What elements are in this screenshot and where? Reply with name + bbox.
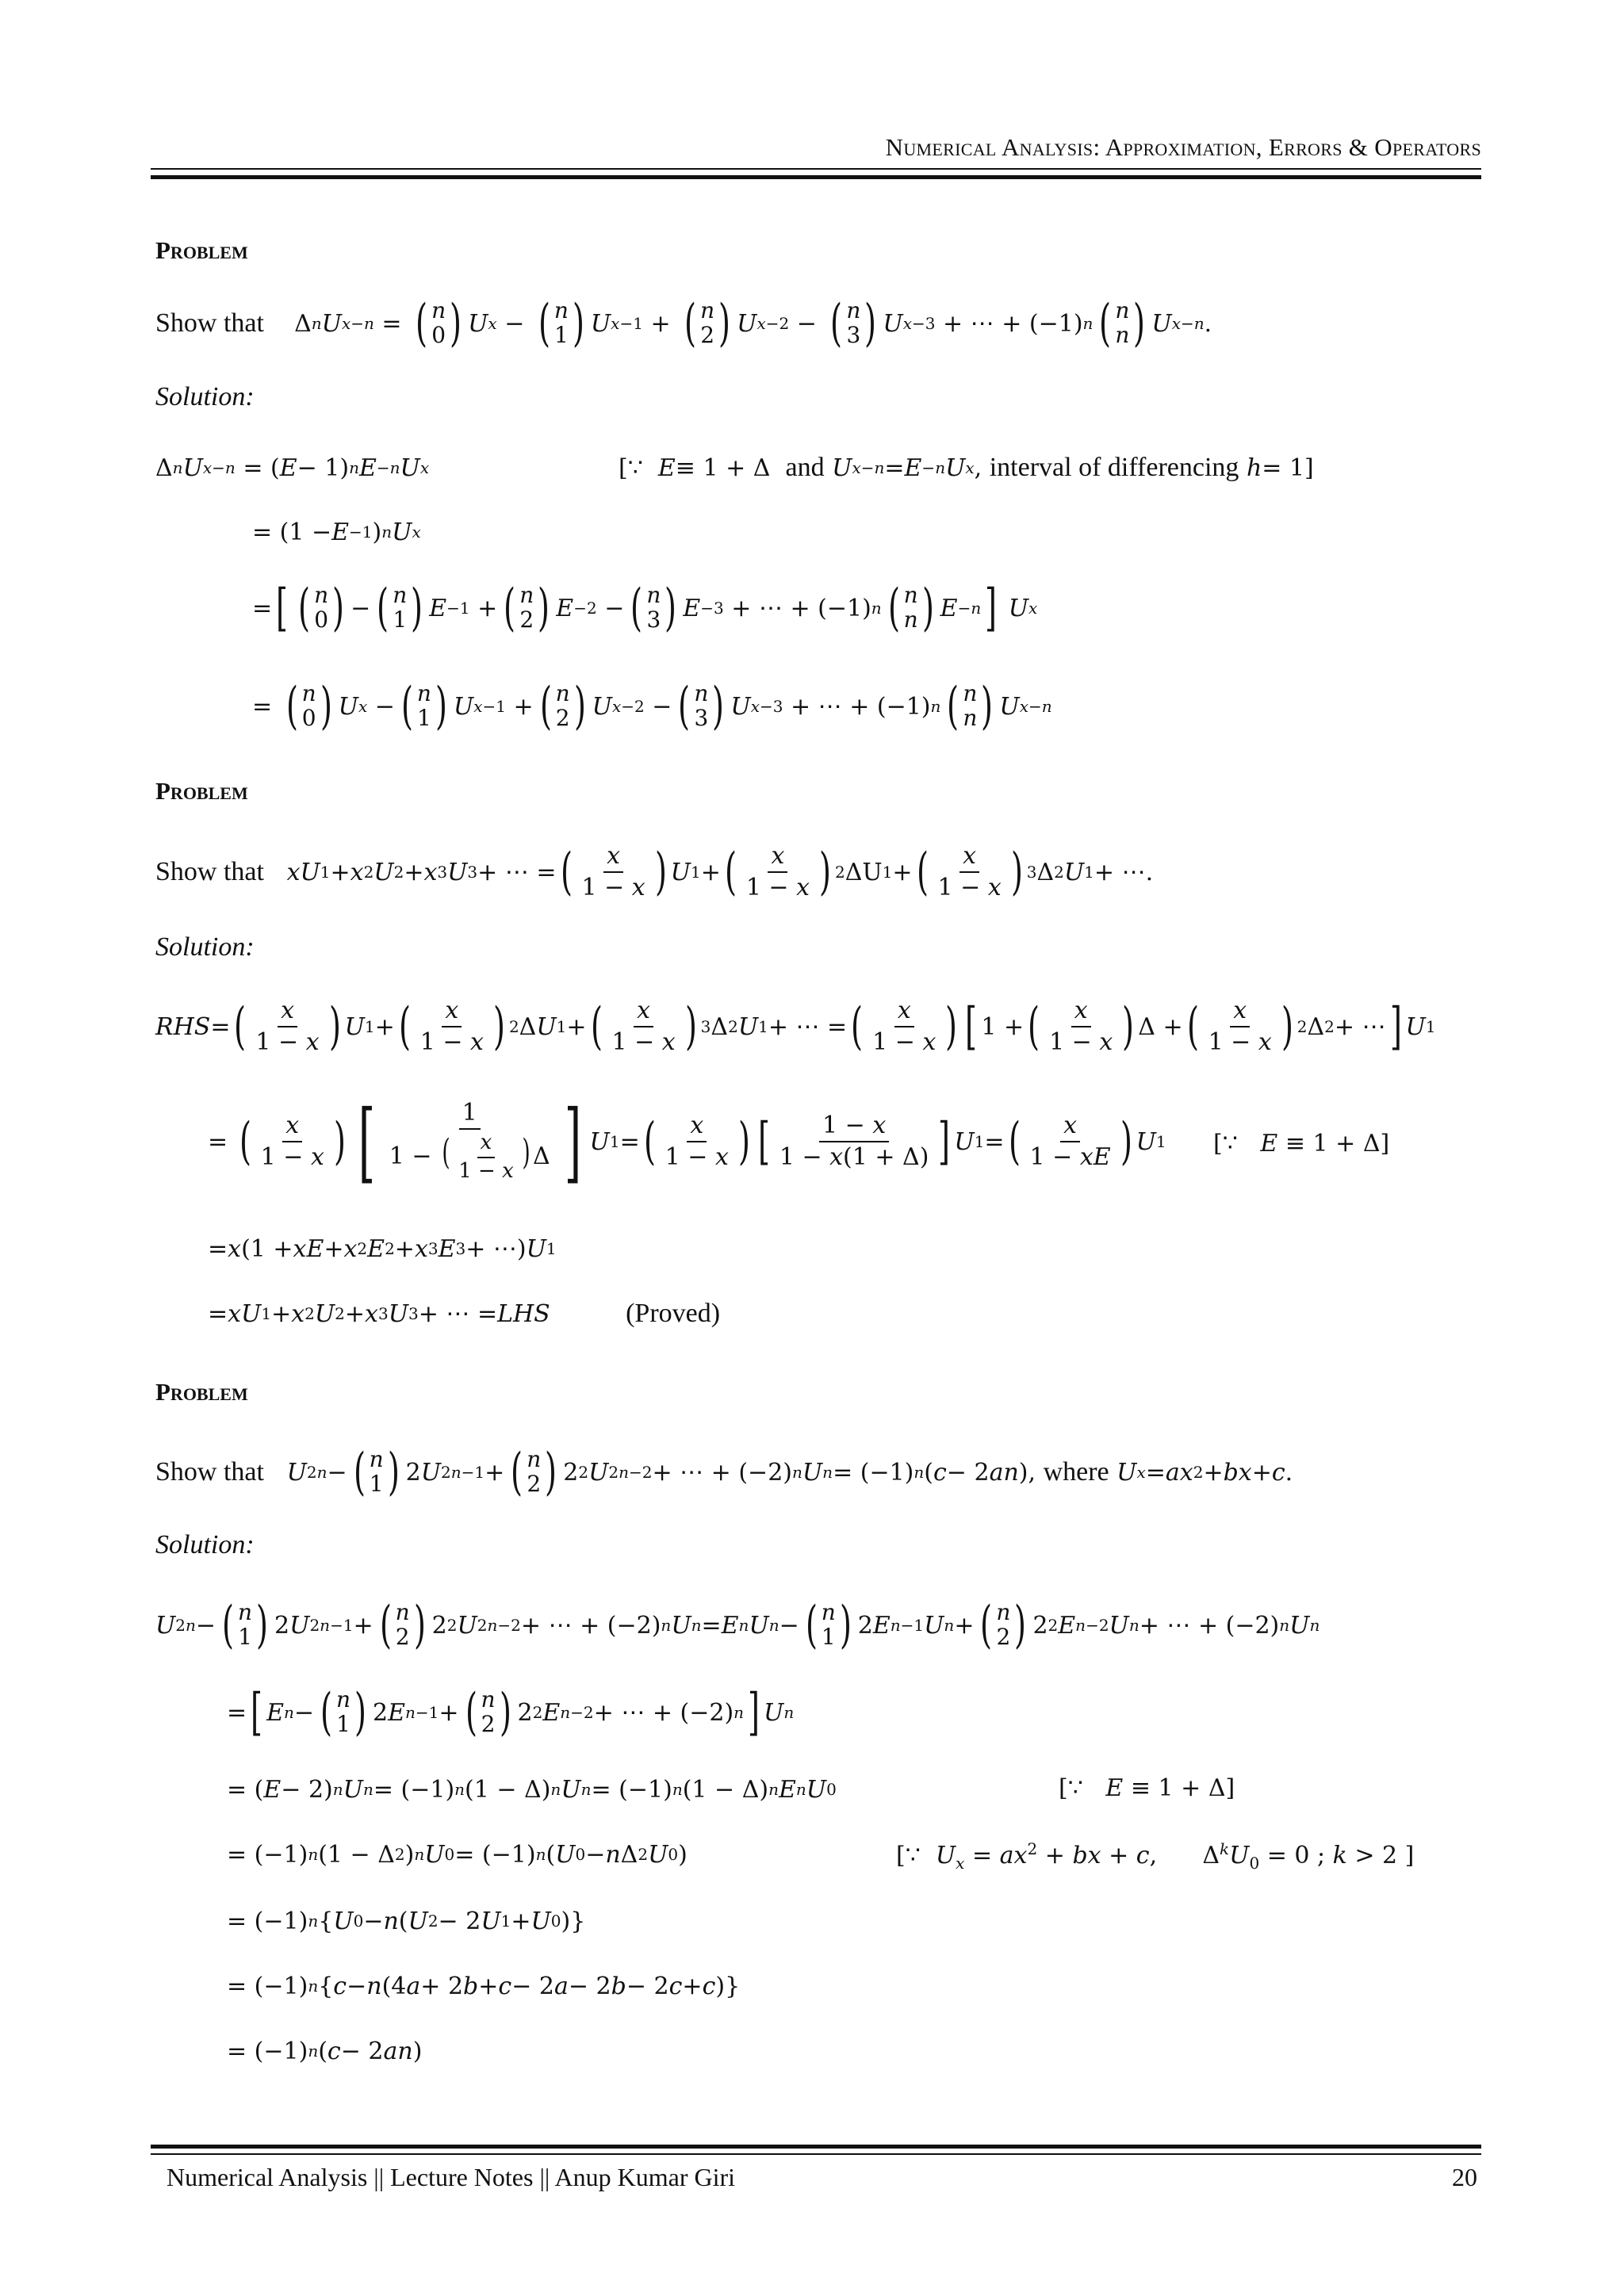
running-header: Numerical Analysis: Approximation, Errors & Operators xyxy=(885,133,1481,161)
p1-note-1: [∵ E ≡ 1 + Δ and U x−n = E −n U x , interval of differencing h = 1] xyxy=(619,453,1314,482)
p2-line-1: RHS = ( $\frac{x}{1 - x}$ ) U 1 + ( $\frac{x}{1 - x}$ ) 2 Δ U 1 + ( $\frac{x}{1 - x}$ ) 3 Δ 2 U 1 + ⋯ = ( $\frac{x}{1 - x}$ ) [ 1 + ( $\frac{x}{1 - x}$ ) Δ + ( $\frac{x}{1 - x}$ ) 2 Δ 2 + ⋯ ] U 1 xyxy=(155,996,1436,1056)
p2-line-2: = ( $\frac{x}{1 - x}$ ) [ 1 1 − ( $\frac{x}{1 - x}$ ) Δ ] U 1 = ( $\frac{x}{1 - x}$ ) [ $\frac{1 - x}{1 - x(1 + \Delta)}$ ] U 1 = ( $\frac{x}{1 - xE}$ ) U 1 xyxy=(208,1091,1166,1192)
problem-3-statement: Show that U 2n − ( n 1 ) 2 U 2n−1 + ( n 2 ) 2 2 U 2n−2 + ⋯ + (−2) n U n = (−1) n ( c − 2 an ), where U x = ax 2 + bx + c . xyxy=(155,1443,1293,1502)
p1-line-1: Δ n U x−n = ( E − 1) n E −n U x xyxy=(155,453,430,482)
p3-line-7: = (−1) n ( c − 2 an ) xyxy=(227,2037,423,2065)
p3-note-2: [∵ $U_x = ax^2$ + bx + c, $\Delta^kU_0 = 0$ ; k > 2 ] xyxy=(896,1839,1415,1873)
problem-2-heading: Problem xyxy=(155,777,248,805)
show-that-label: Show that xyxy=(155,308,264,338)
problem-1-heading: Problem xyxy=(155,236,248,264)
footer-text: Numerical Analysis || Lecture Notes || Anup Kumar Giri xyxy=(167,2163,736,2191)
header-rule-thin xyxy=(151,168,1481,170)
header-rule-thick xyxy=(151,175,1481,179)
p2-line-3: = x (1 + xE + x 2 E 2 + x 3 E 3 + ⋯) U 1 xyxy=(208,1234,557,1263)
problem-2-statement: Show that xU 1 + x 2 U 2 + x 3 U 3 + ⋯ = ( $\frac{x}{1 - x}$ ) U 1 + ( $\frac{x}{1 - x}$ ) 2 ΔU 1 + ( $\frac{x}{1 - x}$ ) 3 Δ 2 U 1 + ⋯. xyxy=(155,841,1154,901)
p3-line-1: U 2n − ( n 1 ) 2 U 2n−1 + ( n 2 ) 2 2 U 2n−2 + ⋯ + (−2) n U n = E n U n − ( n 1 ) 2 E n−1 U n + ( n 2 ) 2 2 E n−2 U n + ⋯ + (−2) n U n xyxy=(155,1596,1320,1655)
footer-rule-thick xyxy=(151,2145,1481,2149)
p3-note-1: [∵ E ≡ 1 + Δ] xyxy=(1059,1774,1235,1802)
page-number: 20 xyxy=(1452,2163,1477,2191)
interval-label: interval of differencing xyxy=(989,453,1239,482)
p3-line-3: = ( E − 2) n U n = (−1) n (1 − Δ) n U n = (−1) n (1 − Δ) n E n U 0 xyxy=(227,1775,837,1804)
p3-line-6: = (−1) n { c − n (4 a + 2 b + c − 2 a − 2 b − 2 c + c )} xyxy=(227,1972,741,2000)
proved-label: (Proved) xyxy=(626,1299,721,1328)
show-that-label: Show that xyxy=(155,857,264,886)
footer-rule-thin xyxy=(151,2153,1481,2155)
p1-line-4: = ( n 0 ) U x − ( n 1 ) U x−1 + ( n 2 ) U x−2 − ( n 3 ) U x−3 + ⋯ + (−1) n ( n n ) U x−n xyxy=(252,677,1052,736)
p2-note: [∵ E ≡ 1 + Δ] xyxy=(1213,1130,1390,1158)
problem-3-solution-label: Solution: xyxy=(155,1530,255,1559)
where-label: where xyxy=(1043,1457,1109,1487)
p3-line-4: = (−1) n (1 − Δ 2 ) n U 0 = (−1) n ( U 0 − n Δ 2 U 0 ) xyxy=(227,1840,688,1869)
p3-line-2: = [ E n − ( n 1 ) 2 E n−1 + ( n 2 ) 2 2 E n−2 + ⋯ + (−2) n ] U n xyxy=(227,1683,795,1742)
p1-line-3: = [ ( n 0 ) − ( n 1 ) E −1 + ( n 2 ) E −2 − ( n 3 ) E −3 + ⋯ + (−1) n ( n n ) E −n ] U x xyxy=(252,579,1038,637)
problem-3-heading: Problem xyxy=(155,1378,248,1406)
footer xyxy=(167,2163,1477,2192)
p1-line-2: = (1 − E −1 ) n U x xyxy=(252,518,421,546)
problem-1-solution-label: Solution: xyxy=(155,382,255,411)
p3-line-5: = (−1) n { U 0 − n ( U 2 − 2 U 1 + U 0 )} xyxy=(227,1907,586,1935)
and-label: and xyxy=(785,453,825,482)
problem-2-solution-label: Solution: xyxy=(155,932,255,962)
p2-line-4: = xU 1 + x 2 U 2 + x 3 U 3 + ⋯ = LHS (Proved) xyxy=(208,1299,721,1328)
show-that-label: Show that xyxy=(155,1457,264,1487)
problem-1-statement: Show that Δ n U x−n = ( n 0 ) U x − ( n 1 ) U x−1 + ( n 2 ) U x−2 − ( n 3 ) U x−3 + ⋯ + (−1) n ( n n ) U x−n . xyxy=(155,294,1212,353)
